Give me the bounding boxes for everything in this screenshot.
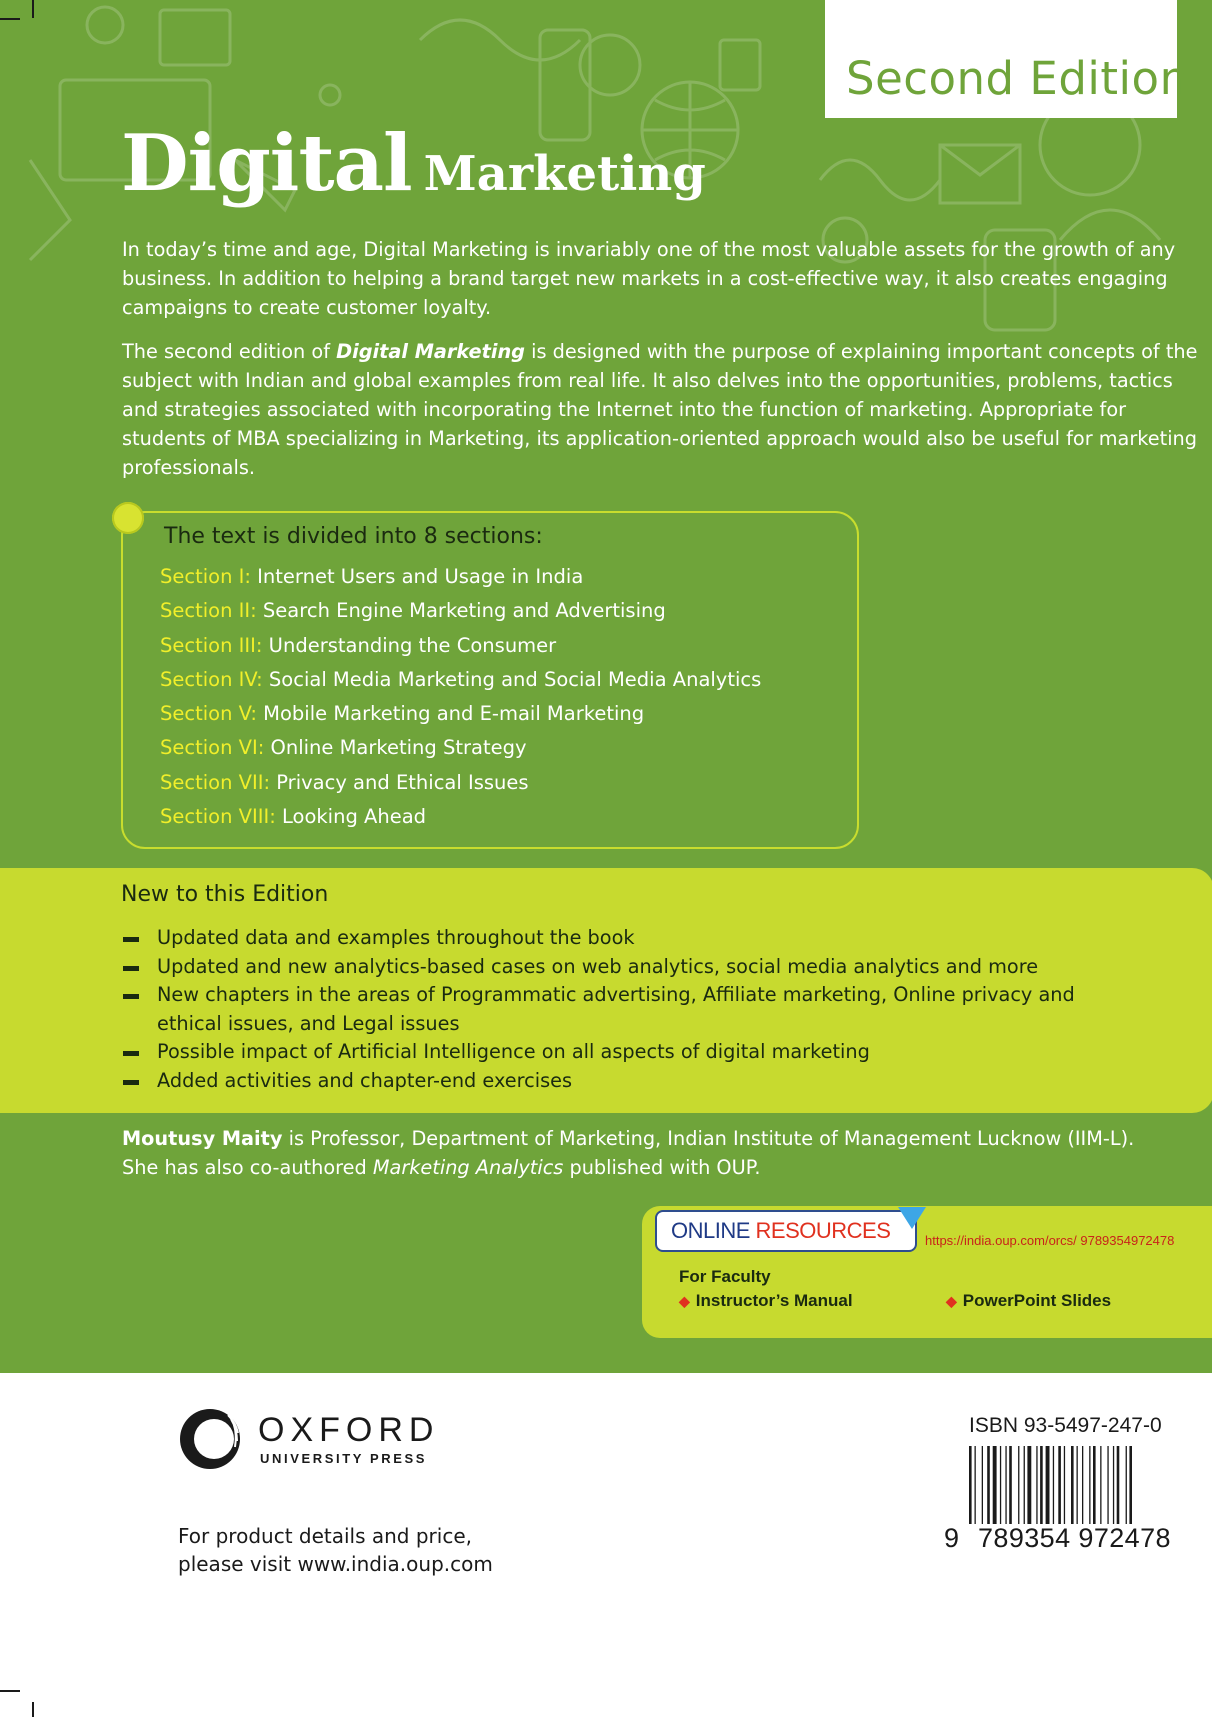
resource-item [946, 1291, 1111, 1311]
section-number: Section III: [160, 633, 263, 657]
section-title: Social Media Marketing and Social Media Analytics [262, 667, 762, 691]
publisher-sub: UNIVERSITY PRESS [260, 1451, 428, 1466]
author-line1: is Professor, Department of Marketing, Indian Institute of Management Lucknow (IIM-L). [282, 1127, 1135, 1150]
description-book-title: Digital Marketing [336, 340, 525, 363]
barcode-first-digit: 9 [944, 1523, 960, 1553]
book-title-main: Digital [121, 118, 412, 209]
section-title: Privacy and Ethical Issues [270, 770, 529, 794]
product-details-note [178, 1522, 493, 1578]
intro-paragraph: In today’s time and age, Digital Marketing is invariably one of the most valuable assets for the growth of any business. In addition to helping a brand target new markets in a cost-effective way, it also creates engaging campaigns to create customer loyalty. [122, 238, 1176, 319]
online-resources-label-part2: RESOURCES [749, 1218, 891, 1243]
book-title [121, 118, 706, 209]
resource-item [679, 1291, 853, 1311]
edition-label: Second Edition [846, 52, 1189, 105]
author-name: Moutusy Maity [122, 1127, 283, 1150]
visit-line2: please visit www.india.oup.com [178, 1552, 493, 1576]
description-paragraph [122, 337, 1212, 482]
bullet-dot-icon [112, 502, 144, 534]
section-title: Looking Ahead [275, 805, 427, 829]
section-number: Section VI: [160, 736, 265, 760]
sections-list [160, 560, 761, 834]
resources-audience: For Faculty [679, 1267, 771, 1286]
new-edition-heading: New to this Edition [121, 882, 329, 907]
section-title: Internet Users and Usage in India [250, 565, 584, 588]
resource-item-label: PowerPoint Slides [962, 1291, 1112, 1310]
bookmark-ribbon-icon [898, 1207, 926, 1229]
barcode [967, 1446, 1197, 1524]
section-item [160, 663, 761, 697]
author-bio [122, 1124, 1202, 1182]
new-edition-list [121, 924, 1121, 1095]
sections-heading: The text is divided into 8 sections: [164, 524, 543, 549]
online-resources-url[interactable]: https://india.oup.com/orcs/ 9789354972478 [925, 1233, 1175, 1248]
diamond-bullet-icon: ◆ [946, 1293, 957, 1309]
section-number: Section II: [160, 599, 257, 623]
section-item [160, 594, 761, 628]
resource-item-label: Instructor’s Manual [695, 1291, 853, 1310]
description-before: The second edition of [122, 340, 337, 363]
section-number: Section VIII: [160, 805, 276, 829]
new-edition-item: Possible impact of Artificial Intelligence on all aspects of digital marketing [121, 1038, 1121, 1067]
new-edition-item: New chapters in the areas of Programmatic advertising, Affiliate marketing, Online privacy and ethical issues, and Legal issues [121, 981, 1121, 1038]
section-item [160, 697, 761, 731]
new-edition-item: Added activities and chapter-end exercises [121, 1067, 1121, 1096]
diamond-bullet-icon: ◆ [679, 1293, 690, 1309]
crop-mark [32, 1702, 34, 1717]
publisher-name: OXFORD [258, 1411, 440, 1449]
author-line2-after: published with OUP. [563, 1156, 761, 1179]
section-title: Search Engine Marketing and Advertising [256, 599, 666, 623]
section-item [160, 560, 761, 594]
section-title: Mobile Marketing and E-mail Marketing [256, 702, 645, 726]
section-number: Section I: [160, 565, 251, 588]
section-number: Section VII: [160, 770, 271, 794]
isbn-label: ISBN 93-5497-247-0 [969, 1414, 1162, 1437]
section-item [160, 731, 761, 765]
new-edition-item: Updated data and examples throughout the book [121, 924, 1121, 953]
online-resources-label-part1: ONLINE [671, 1218, 750, 1243]
section-number: Section IV: [160, 667, 263, 691]
section-title: Understanding the Consumer [262, 633, 557, 657]
crop-mark [32, 0, 34, 18]
section-number: Section V: [160, 702, 257, 726]
crop-mark [0, 1690, 20, 1692]
author-line2-before: She has also co-authored [122, 1156, 373, 1179]
description-after: is designed with the purpose of explaining important concepts of the subject with Indian and global examples from real life. It also delves into the opportunities, problems, tactics and strategies associated with incorporating the Internet into the function of marketing. Appropriate for students of MBA specializing in Marketing, its application-oriented approach would also be useful for marketing professionals. [122, 340, 1198, 479]
section-item [160, 629, 761, 663]
author-other-book: Marketing Analytics [372, 1156, 564, 1179]
new-edition-item: Updated and new analytics-based cases on web analytics, social media analytics and more [121, 953, 1121, 982]
crop-mark [0, 18, 20, 20]
barcode-digits: 789354 972478 [978, 1523, 1171, 1553]
section-item [160, 800, 761, 834]
visit-line1: For product details and price, [178, 1524, 472, 1548]
oxford-logo-icon [176, 1405, 244, 1473]
section-title: Online Marketing Strategy [264, 736, 527, 760]
section-item [160, 766, 761, 800]
book-title-sub: Marketing [423, 146, 706, 202]
online-resources-label [655, 1210, 917, 1252]
